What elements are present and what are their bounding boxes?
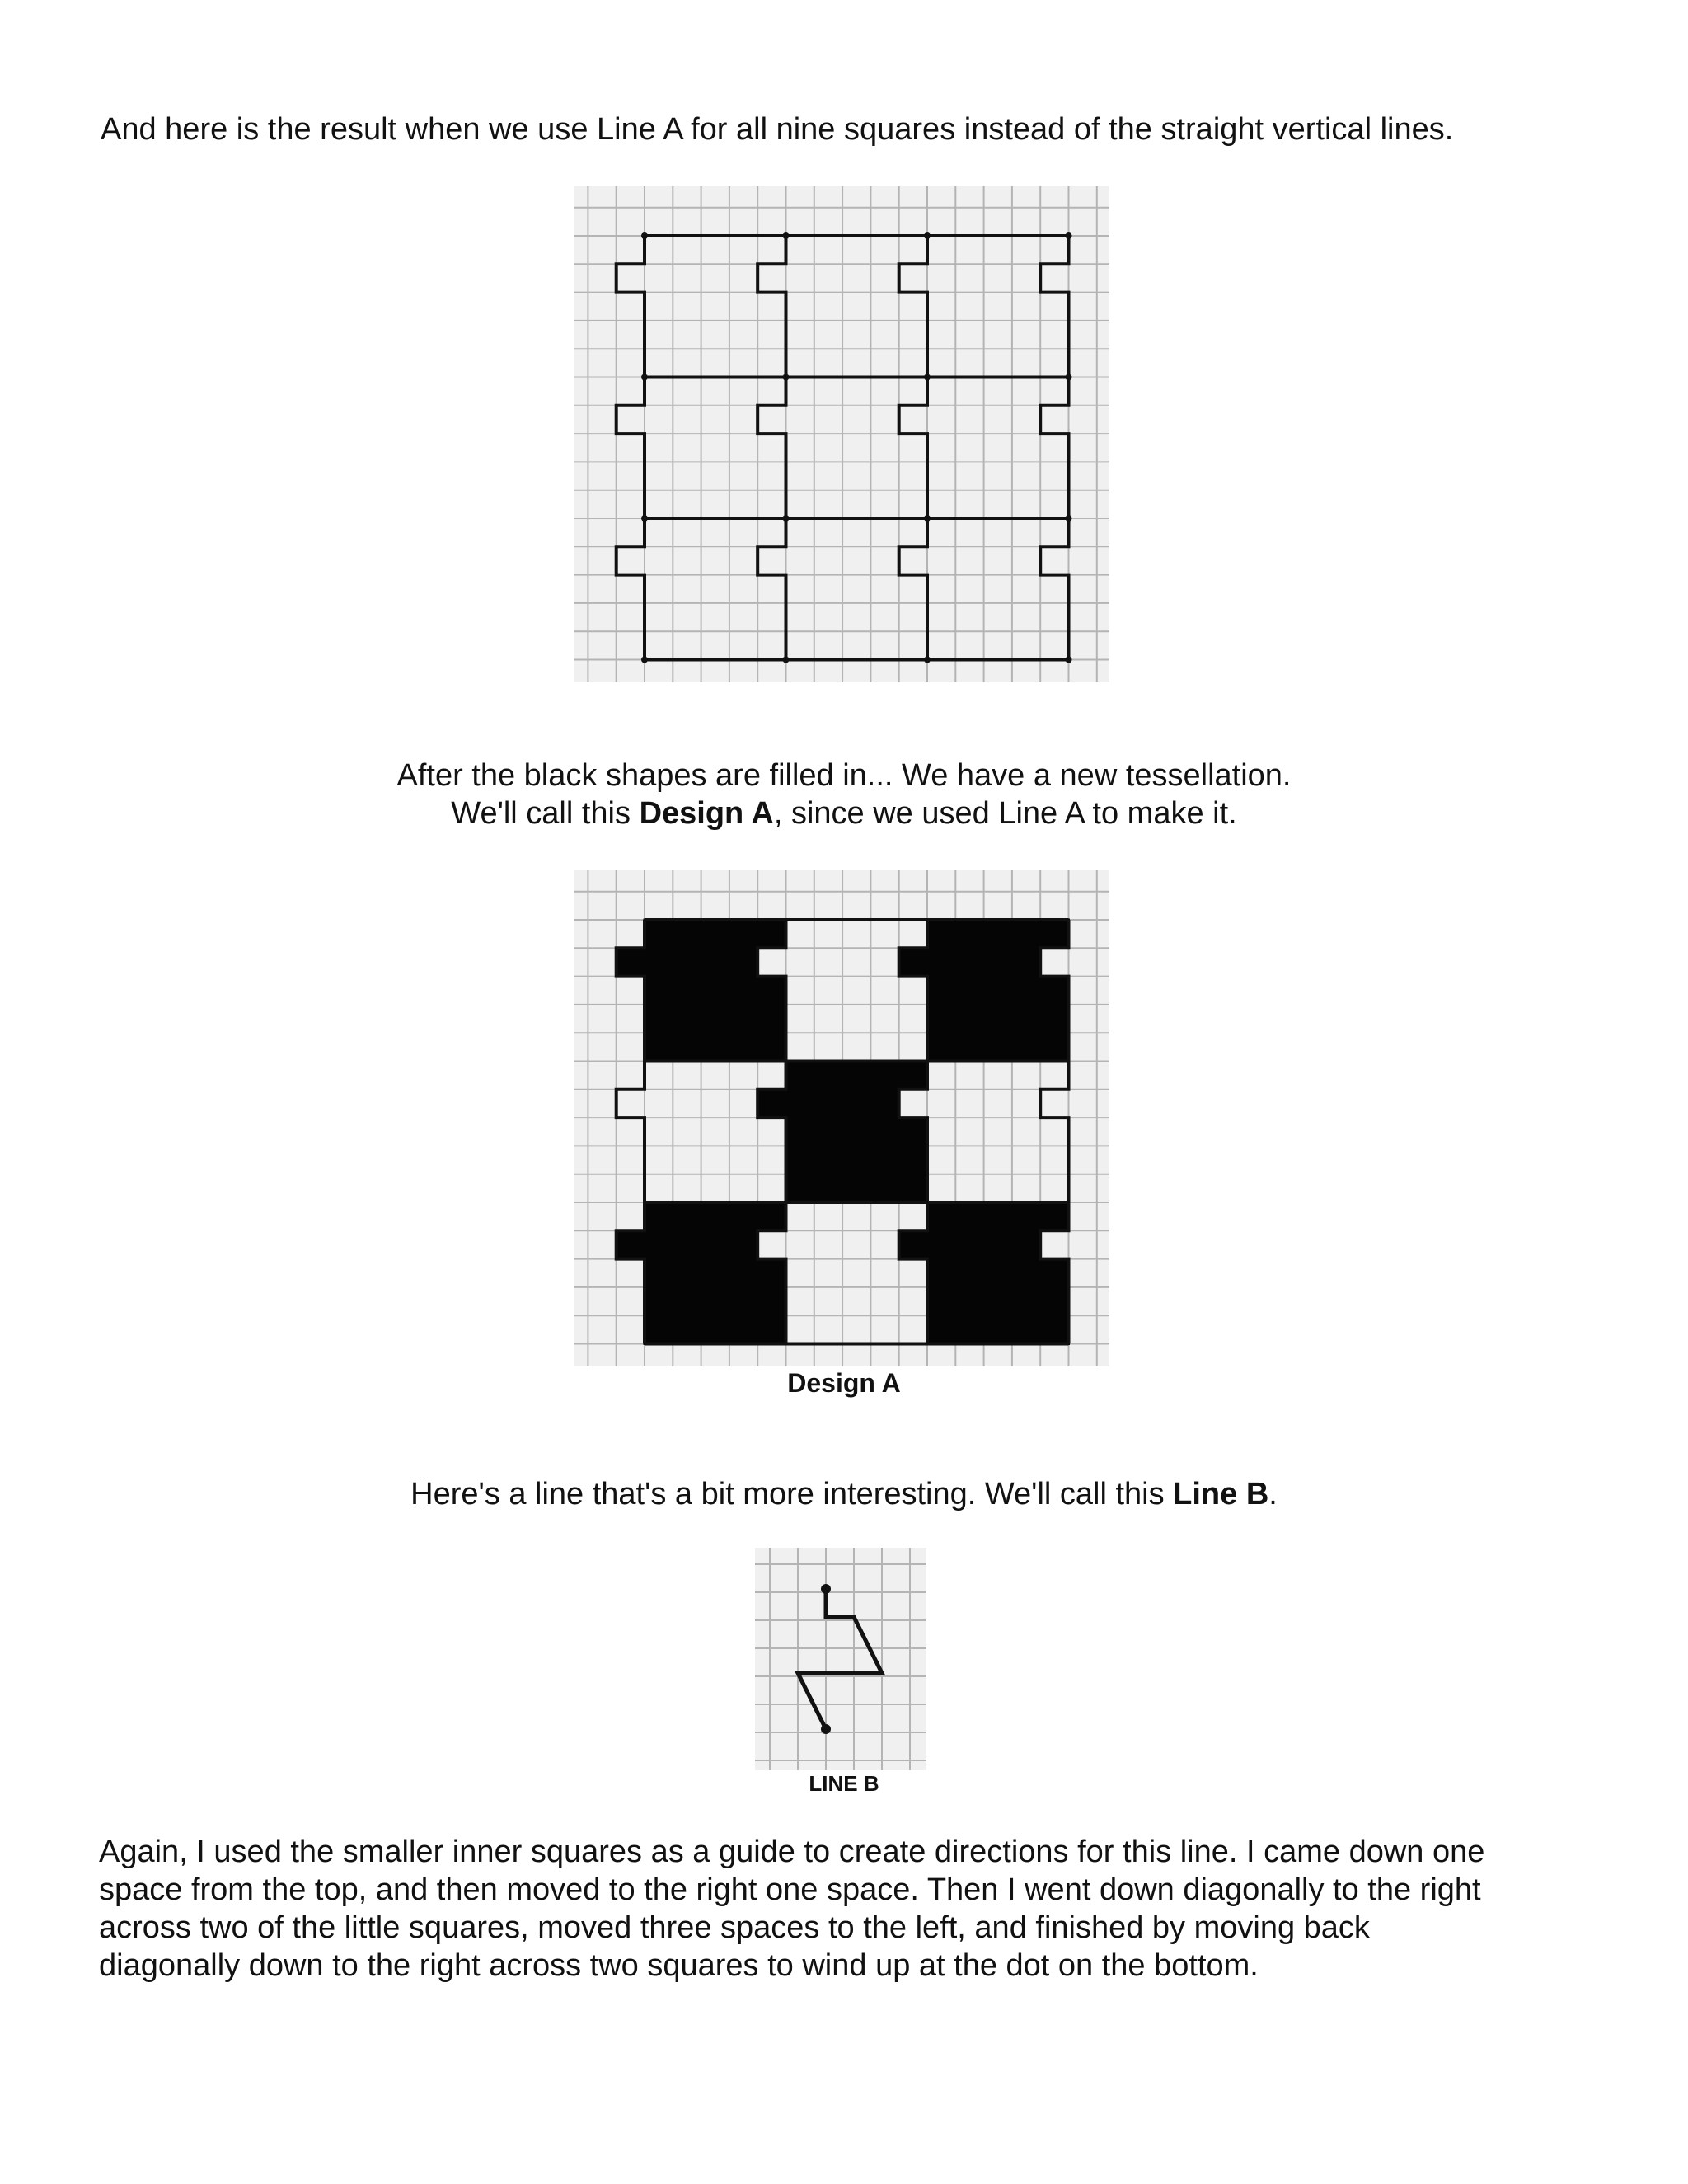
vertex-dot	[924, 515, 931, 522]
vertex-dot	[783, 232, 790, 239]
intro-paragraph: And here is the result when we use Line A for all nine squares instead of the straight vertical lines.	[101, 112, 1454, 147]
vertex-dot	[1066, 374, 1072, 381]
line-a-segment	[1040, 518, 1068, 660]
line-b-top-dot	[821, 1584, 831, 1594]
directions-line-2: space from the top, and then moved to the right one space. Then I went down diagonally to the right	[99, 1872, 1481, 1907]
line-a-segment	[1040, 1062, 1068, 1203]
line-a-segment	[899, 518, 927, 660]
line-a-segment	[757, 1062, 785, 1203]
vertex-dot	[641, 232, 648, 239]
line-b-caption: LINE B	[809, 1771, 879, 1796]
vertex-dot	[641, 374, 648, 381]
filled-tile	[617, 920, 786, 1062]
line-a-segment	[757, 518, 785, 660]
vertex-dot	[783, 374, 790, 381]
line-a-segment	[899, 1202, 927, 1344]
line-a-segment	[757, 377, 785, 519]
vertex-dot	[924, 232, 931, 239]
vertex-dot	[924, 374, 931, 381]
line-b-intro	[0, 1475, 1688, 1513]
filled-tile	[899, 1202, 1069, 1344]
line-a-segment	[899, 236, 927, 377]
vertex-dot	[924, 657, 931, 663]
after-filled-line2-pre: We'll call this	[451, 796, 640, 831]
line-a-segment	[617, 236, 645, 377]
directions-line-4: diagonally down to the right across two squares to wind up at the dot on the bottom.	[99, 1948, 1259, 1983]
line-a-segment	[899, 377, 927, 519]
design-a-bold: Design A	[639, 796, 774, 831]
vertex-dot	[641, 515, 648, 522]
line-a-outline-grid-figure	[574, 186, 1109, 682]
vertex-dot	[1066, 515, 1072, 522]
line-a-segment	[899, 920, 927, 1062]
line-a-segment	[617, 518, 645, 660]
design-a-caption: Design A	[787, 1368, 901, 1398]
line-b-intro-pre: Here's a line that's a bit more interesting. We'll call this	[410, 1477, 1174, 1511]
after-filled-line1: After the black shapes are filled in... We have a new tessellation.	[396, 758, 1292, 793]
line-a-segment	[617, 920, 645, 1062]
filled-tile	[757, 1062, 927, 1203]
filled-tile	[899, 920, 1069, 1062]
line-a-segment	[757, 236, 785, 377]
vertex-dot	[1066, 232, 1072, 239]
vertex-dot	[783, 657, 790, 663]
line-b-bold: Line B	[1173, 1477, 1269, 1511]
after-filled-line2-post: , since we used Line A to make it.	[773, 796, 1237, 831]
line-a-segment	[1040, 236, 1068, 377]
line-b-grid-figure	[755, 1548, 926, 1770]
design-a-filled-grid-figure	[574, 870, 1109, 1366]
filled-tile	[617, 1202, 786, 1344]
line-b-intro-post: .	[1268, 1477, 1278, 1511]
line-a-segment	[617, 1062, 645, 1203]
vertex-dot	[783, 515, 790, 522]
directions-line-1: Again, I used the smaller inner squares as a guide to create directions for this line. I came down one	[99, 1835, 1485, 1869]
line-a-segment	[1040, 377, 1068, 519]
line-b-path	[798, 1589, 882, 1729]
line-a-segment	[617, 1202, 645, 1344]
vertex-dot	[1066, 657, 1072, 663]
vertex-dot	[641, 657, 648, 663]
line-a-segment	[617, 377, 645, 519]
directions-line-3: across two of the little squares, moved three spaces to the left, and finished by moving back	[99, 1910, 1370, 1945]
after-filled-line2	[0, 794, 1688, 832]
line-b-bottom-dot	[821, 1724, 831, 1734]
